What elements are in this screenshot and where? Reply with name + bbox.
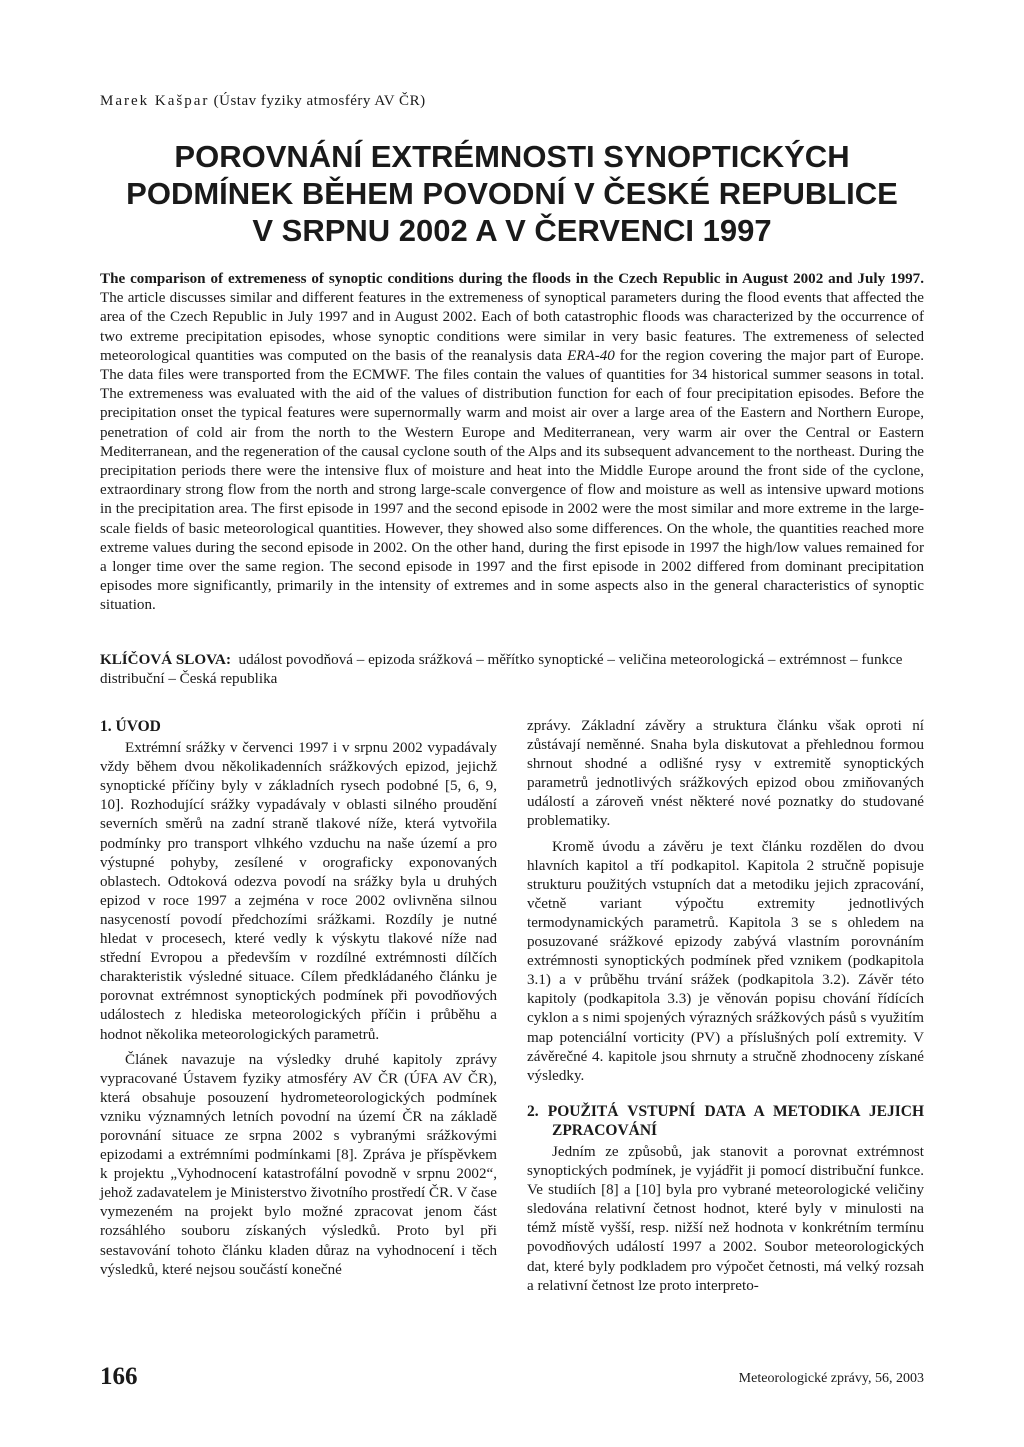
abstract xyxy=(100,270,924,616)
author-name: Marek Kašpar xyxy=(100,93,210,109)
keywords-label: KLÍČOVÁ SLOVA: xyxy=(100,652,231,668)
title-line-3: V SRPNU 2002 A V ČERVENCI 1997 xyxy=(252,213,772,248)
author-line xyxy=(100,93,426,110)
abstract-text-1: The article discusses similar and different features in the extremeness of synoptical parameters during the flood events that affected the area of the Czech Republic in July 1997 and in August 2002. Each of both catastrophic floods was characterized by the occurrence of two extreme precipitation episodes, whose synoptic conditions were similar in very basic features. The extremeness of selected meteorological quantities was computed on the basis of the reanalysis data xyxy=(100,290,924,364)
title-line-2: PODMÍNEK BĚHEM POVODNÍ V ČESKÉ REPUBLICE xyxy=(126,176,898,211)
section-1-paragraph-2-continued: zprávy. Základní závěry a struktura článku však oproti ní zůstávají neměnné. Snaha byla diskutovat a přehlednou formou shrnout shodné a odlišné rysy v extremitě synoptických parametrů jednotlivých srážkových epizod obou zmiňovaných událostí a zároveň vnést některé nové poznatky do studované problematiky. xyxy=(527,718,924,830)
section-1-paragraph-2: Článek navazuje na výsledky druhé kapitoly zprávy vypracované Ústavem fyziky atmosféry AV ČR (ÚFA AV ČR), která obsahuje posouzení hydrometeorologických podmínek vzniku významných letních povodní na území ČR na základě porovnání situace ze srpna 2002 s vybranými srážkovými epizodami a extrémními podmínkami [8]. Zpráva je příspěvkem k projektu „Vyhodnocení katastrofální povodně v srpnu 2002“, jehož zadavatelem je Ministerstvo životního prostředí ČR. V čase vymezeném na projekt bylo možné zpracovat jenom část rozsáhlého souboru získaných výsledků. Proto byl při sestavování tohoto článku kladen důraz na vyhodnocení i těch výsledků, které nejsou součástí konečné xyxy=(100,1051,497,1278)
keywords xyxy=(100,651,924,689)
section-1-paragraph-3: Kromě úvodu a závěru je text článku rozdělen do dvou hlavních kapitol a tří podkapitol. Kapitola 2 stručně popisuje strukturu použitých vstupních dat a metodiku jejich zpracování, včetně variant výpočtu extremity jednotlivých termodynamických parametrů. Kapitola 3 se s ohledem na posuzované srážkové epizody zabývá vlastním porovnáním extrémnosti synoptických podmínek před vznikem (podkapitola 3.1) a v průběhu trvání srážek (podkapitola 3.2). Závěr této kapitoly (podkapitola 3.3) je věnován popisu chování řídících cyklon a s nimi spojených výrazných srážkových pásů s využitím map potenciální vorticity (PV) a příslušných polí extremity. V závěrečné 4. kapitole jsou shrnuty a stručně zhodnoceny získané výsledky. xyxy=(527,838,924,1084)
abstract-text-2: for the region covering the major part of Europe. The data files were transported from the ECMWF. The files contain the values of quantities for 34 historical summer seasons in total. The extremeness was evaluated with the aid of the values of distribution function for each of four precipitation episodes. Before the precipitation onset the typical features were supernormally warm and moist air over a large area of the Eastern and Northern Europe, penetration of cold air from the north to the Western Europe and Mediterranean, very warm air over the Central or Eastern Mediterranean, and the regeneration of the causal cyclone south of the Alps and its subsequent advancement to the northeast. During the precipitation periods there were the intensive flux of moisture and heat into the Middle Europe around the front side of the cyclone, extraordinary strong flow from the north and strong large-scale convergence of flow and moisture as well as intensive upward motions in the precipitation area. The first episode in 1997 and the second episode in 2002 were the most similar and more extreme in the large-scale fields of basic meteorological quantities. However, they showed also some differences. On the whole, the quantities reached more extreme values during the second episode in 2002. On the other hand, during the first episode in 1997 the high/low values remained for a longer time over the same region. The second episode in 1997 and the first episode in 2002 differed from dominant precipitation episodes more significantly, primarily in the intensity of extremes and in some aspects also in the general characteristics of synoptic situation. xyxy=(100,347,924,614)
abstract-dataset-name: ERA-40 xyxy=(567,347,615,364)
section-1-paragraph-1: Extrémní srážky v červenci 1997 i v srpnu 2002 vypadávaly vždy během dvou několikadenních srážkových epizod, jejichž synoptické příčiny byly v základních rysech podobné [5, 6, 9, 10]. Rozhodující srážky vypadávaly v oblasti silného proudění severních směrů na zadní straně tlakové níže, která vytvořila podmínky pro transport vlhkého vzduchu na naše území a pro výstupné pohyby, zesílené v orograficky exponovaných oblastech. Odtoková odezva povodí na srážky byla u druhých epizod v roce 1997 a zejména v roce 2002 ovlivněna silnou nasyceností povodí předchozími srážkami. Rozdíly je nutné hledat v procesech, které vedly k výskytu tlakové níže nad střední Evropou a především v rozdílné extrémnosti dílčích charakteristik výsledné situace. Cílem předkládaného článku je porovnat extrémnost synoptických podmínek při povodňových událostech z hlediska meteorologických příčin i průběhu a hodnot několika meteorologických parametrů. xyxy=(100,740,497,1043)
column-left xyxy=(100,717,497,1280)
page-title xyxy=(100,138,924,249)
abstract-english-title: The comparison of extremeness of synoptic conditions during the floods in the Czech Republic in August 2002 and July 1997. xyxy=(100,271,924,287)
keywords-text: událost povodňová – epizoda srážková – měřítko synoptické – veličina meteorologická – extrémnost – funkce distribuční – Česká republika xyxy=(100,652,903,687)
section-2-heading: 2. POUŽITÁ VSTUPNÍ DATA A METODIKA JEJICH ZPRACOVÁNÍ xyxy=(527,1102,924,1139)
page-number: 166 xyxy=(100,1363,138,1390)
title-line-1: POROVNÁNÍ EXTRÉMNOSTI SYNOPTICKÝCH xyxy=(174,139,850,174)
section-1-heading: 1. ÚVOD xyxy=(100,718,161,735)
column-right xyxy=(527,717,924,1296)
section-2-paragraph-1: Jedním ze způsobů, jak stanovit a porovnat extrémnost synoptických podmínek, je vyjádřit ji pomocí distribuční funkce. Ve studiích [8] a [10] byla pro vybrané meteorologické veličiny sledována relativní četnost hodnot, které byly v minulosti na témž místě vyšší, resp. nižší než hodnota v konkrétním termínu povodňových událostí 1997 a 2002. Soubor meteorologických dat, které byly podkladem pro výpočet četnosti, má velký rozsah a relativní četnost lze proto interpreto- xyxy=(527,1143,924,1294)
author-affiliation: (Ústav fyziky atmosféry AV ČR) xyxy=(213,93,426,109)
journal-citation: Meteorologické zprávy, 56, 2003 xyxy=(738,1371,924,1386)
